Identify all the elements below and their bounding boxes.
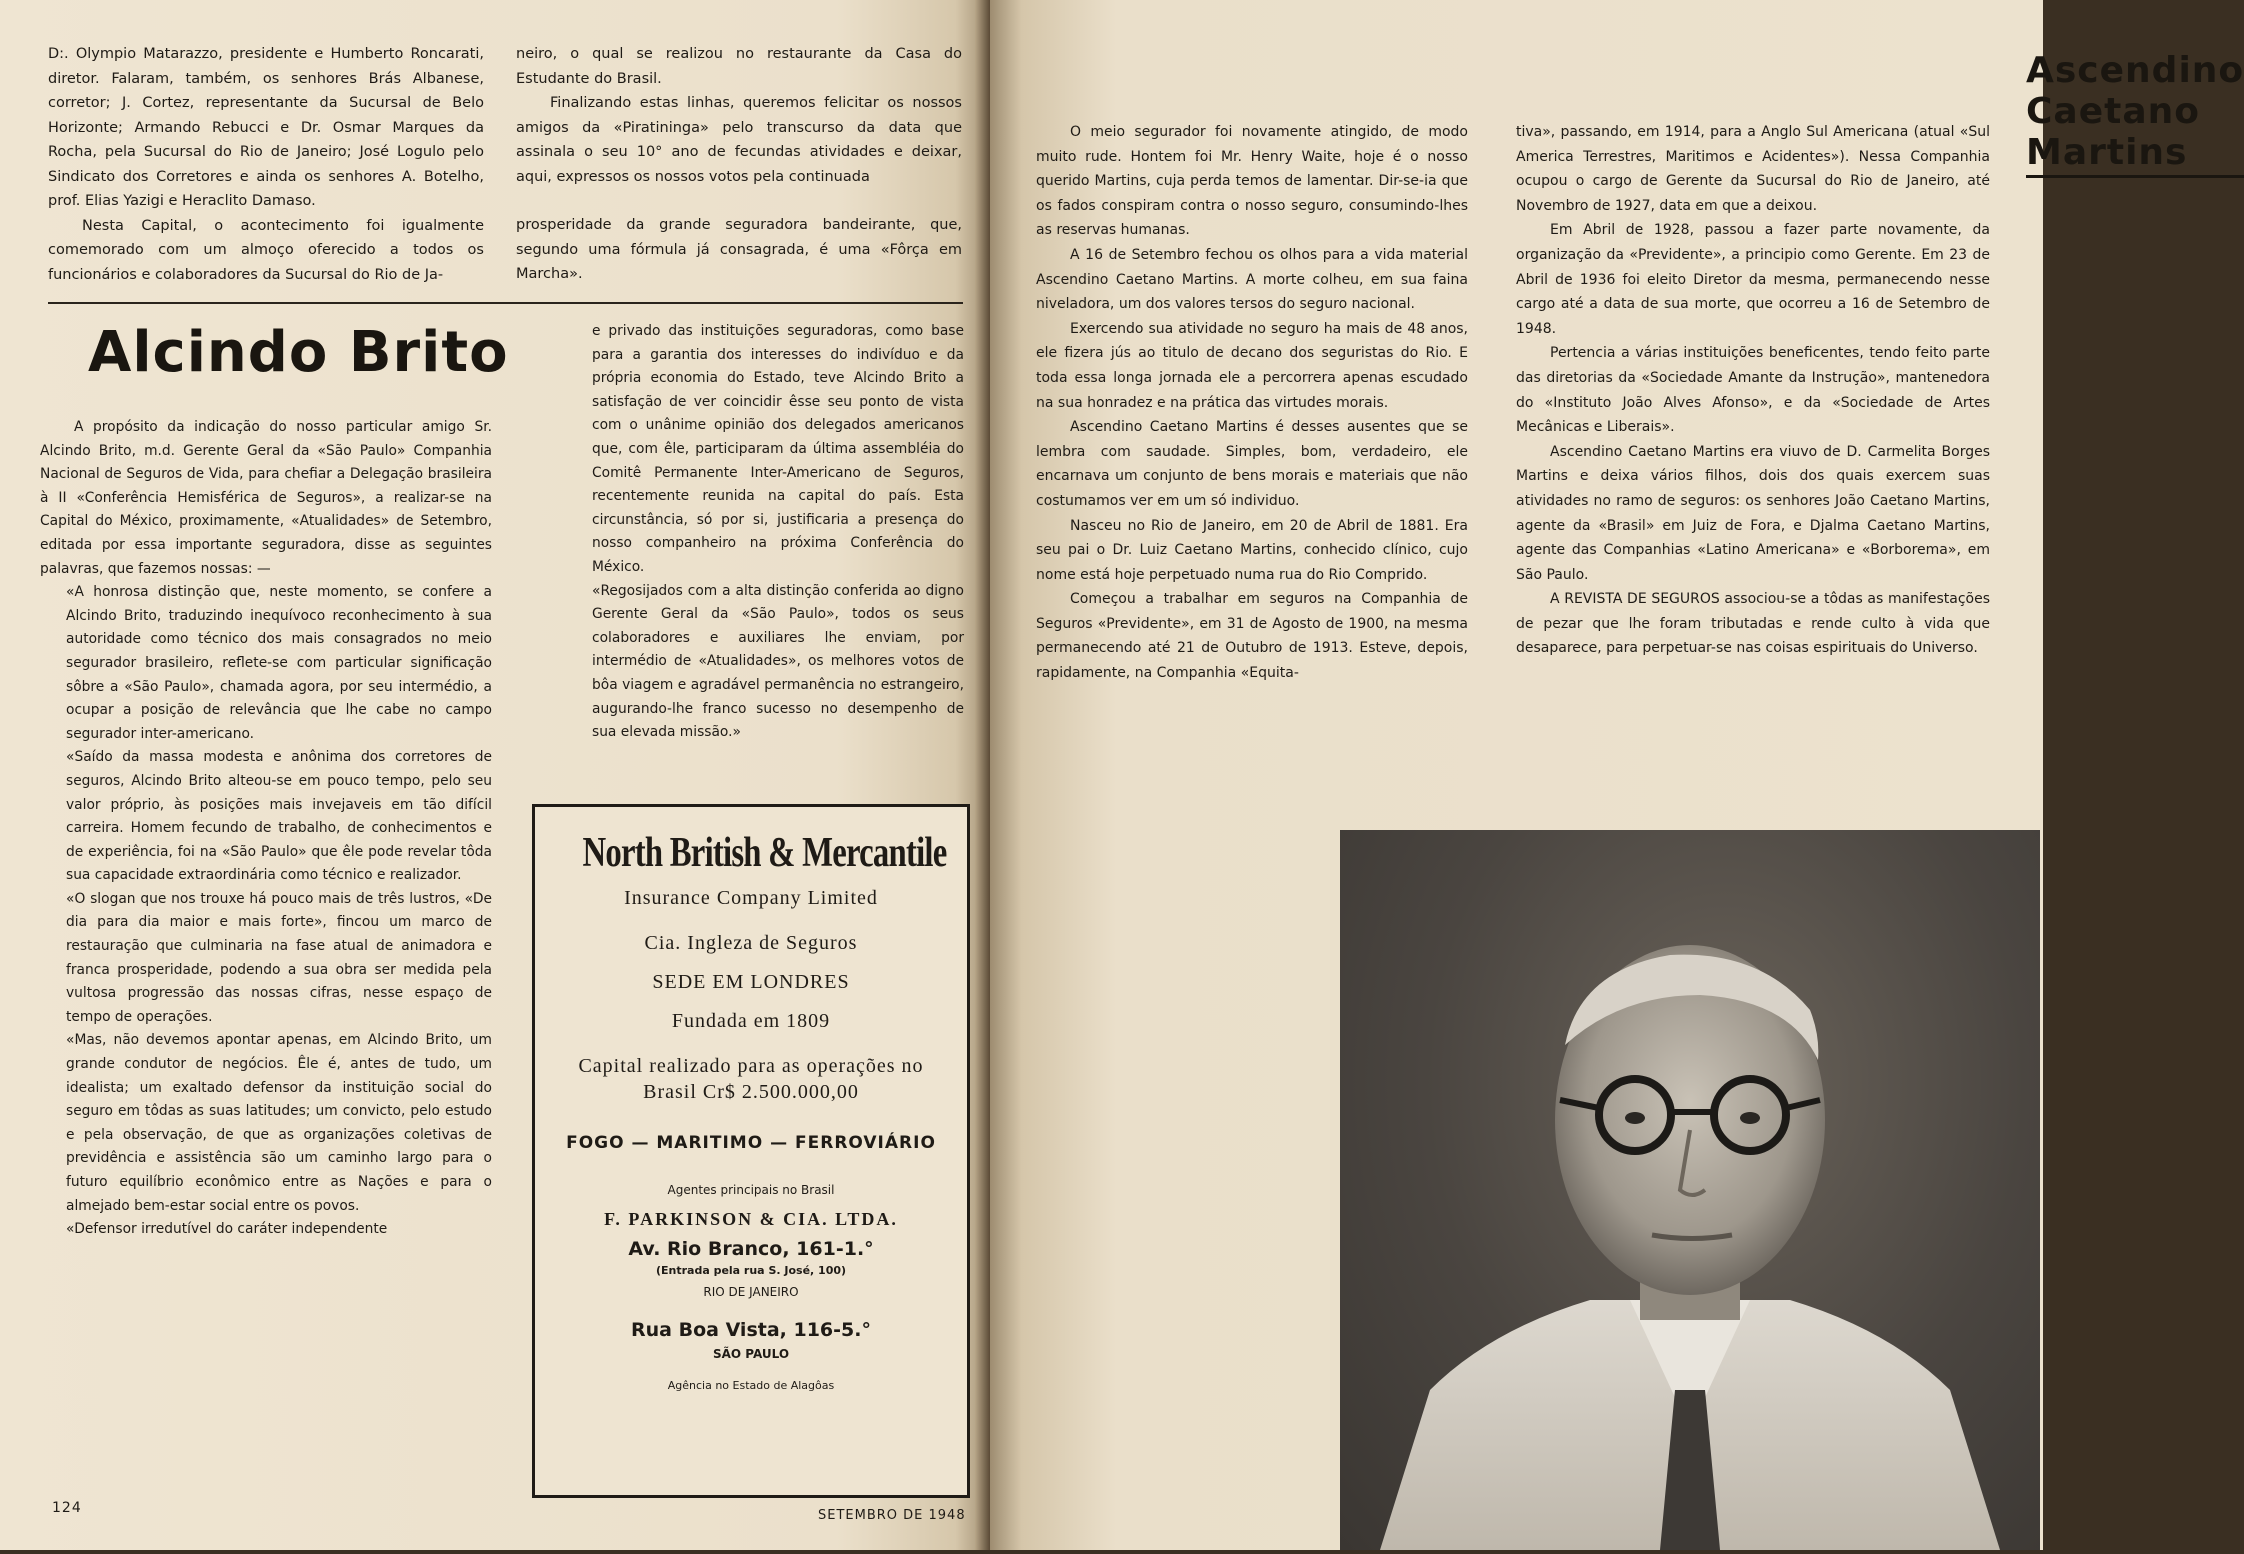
ad-company-name: North British & Mercantile <box>582 830 947 876</box>
paragraph: Começou a trabalhar em seguros na Companhia de Seguros «Previdente», em 31 de Agosto de 1900, na mesma permanecendo até 21 de Outubro de 1913. Esteve, depois, rapidamente, na Companhia «Equita- <box>1036 591 1468 682</box>
paragraph: neiro, o qual se realizou no restaurante da Casa do Estudante do Brasil. <box>516 46 962 87</box>
alcindo-column-1 <box>40 416 492 1242</box>
ascendino-column-1 <box>1036 120 1468 686</box>
paragraph: «O slogan que nos trouxe há pouco mais de três lustros, «De dia para dia maior e mais forte», fincou um marco de restauração que culminaria na fase atual de animadora e franca prosperidade, podendo a sua obra ser medida pela vultosa progressão das nossas cifras, nesse espaço de tempo de operações. <box>66 890 492 1025</box>
ad-line-5: Capital realizado para as operações no Brasil Cr$ 2.500.000,00 <box>578 1055 924 1103</box>
ad-address-1-note: (Entrada pela rua S. José, 100) <box>655 1264 847 1277</box>
ad-line-3: SEDE EM LONDRES <box>652 971 850 993</box>
portrait-photo <box>1340 830 2040 1550</box>
alcindo-column-2 <box>592 320 964 745</box>
ad-agency-note: Agência no Estado de Alagôas <box>667 1379 835 1392</box>
paragraph: «A honrosa distinção que, neste momento, se confere a Alcindo Brito, traduzindo inequívoco reconhecimento à sua autoridade como técnico dos mais consagrados no meio segurador brasileiro, reflete-se com particular significação sôbre a «São Paulo», chamada agora, por seu intermédio, a ocupar a posição de relevância que lhe cabe no campo segurador inter-americano. <box>66 584 492 742</box>
paragraph: «Defensor irredutível do caráter independente <box>66 1221 388 1238</box>
paragraph: A propósito da indicação do nosso particular amigo Sr. Alcindo Brito, m.d. Gerente Geral da «São Paulo» Companhia Nacional de Seguros de Vida, para chefiar a Delegação brasileira à II «Conferência Hemisférica de Seguros», a realizar-se na Capital do México, proximamente, «Atualidades» de Setembro, editada por essa importante seguradora, disse as seguintes palavras, que fazemos nossas: — <box>40 419 492 577</box>
page-number: 124 <box>52 1500 82 1516</box>
paragraph: Exercendo sua atividade no seguro ha mais de 48 anos, ele fizera jús ao titulo de decano dos seguristas do Rio. E toda essa longa jornada ele a percorrera apenas escudado na sua honradez e na prática das virtudes morais. <box>1036 320 1468 411</box>
paragraph: O meio segurador foi novamente atingido, de modo muito rude. Hontem foi Mr. Henry Waite, hoje é o nosso querido Martins, cuja perda temos de lamentar. Dir-se-ia que os fados conspiram contra o nosso seguro, consumindo-lhes as reservas humanas. <box>1036 124 1468 239</box>
paragraph: «Mas, não devemos apontar apenas, em Alcindo Brito, um grande condutor de negócios. Êle é, antes de tudo, um idealista; um exaltado defensor da instituição social do seguro em tôdas as suas latitudes; um convicto, pelo estudo e pela observação, de que as organizações coletivas de previdência e assistência são um caminho largo para o futuro equilíbrio econômico entre as Nações e para o almejado bem-estar social entre os povos. <box>66 1032 492 1214</box>
paragraph: Finalizando estas linhas, queremos felicitar os nossos amigos da «Piratininga» pelo transcurso da data que assinala o seu 10° ano de fecundas atividades e deixar, aqui, expressos os nossos votos pela continuada <box>516 95 962 185</box>
paragraph: Ascendino Caetano Martins é desses ausentes que se lembra com saudade. Simples, bom, verdadeiro, ele encarnava um conjunto de bens morais e materiais que não costumamos ver em um só individuo. <box>1036 419 1468 509</box>
headline-ascendino-caetano-martins: Ascendino Caetano Martins <box>2026 50 2244 178</box>
ad-city-1: RIO DE JANEIRO <box>703 1285 799 1299</box>
ad-agent-name: F. PARKINSON & CIA. LTDA. <box>604 1209 898 1229</box>
north-british-advertisement <box>532 804 970 1498</box>
paragraph: Em Abril de 1928, passou a fazer parte novamente, da organização da «Previdente», a principio como Gerente. Em 23 de Abril de 1936 foi eleito Diretor da mesma, permanecendo nesse cargo até a data de sua morte, que ocorreu a 16 de Setembro de 1948. <box>1516 222 1990 337</box>
portrait-illustration <box>1340 830 2040 1550</box>
paragraph: tiva», passando, em 1914, para a Anglo Sul Americana (atual «Sul America Terrestres, Maritimos e Acidentes»). Nessa Companhia ocupou o cargo de Gerente da Sucursal do Rio de Janeiro, até Novembro de 1927, data em que a deixou. <box>1516 124 1990 214</box>
paragraph: «Regosijados com a alta distinção conferida ao digno Gerente Geral da «São Paulo», todos os seus colaboradores e auxiliares lhe enviam, por intermédio de «Atualidades», os melhores votos de bôa viagem e agradável permanência no estrangeiro, augurando-lhe franco sucesso no desempenho de sua elevada missão.» <box>592 582 964 741</box>
ad-city-2: SÃO PAULO <box>712 1347 790 1361</box>
paragraph: prosperidade da grande seguradora bandeirante, que, segundo uma fórmula já consagrada, é uma «Fôrça em Marcha». <box>516 217 962 282</box>
paragraph: D:. Olympio Matarazzo, presidente e Humberto Roncarati, diretor. Falaram, também, os senhores Brás Albanese, corretor; J. Cortez, representante da Sucursal de Belo Horizonte; Armando Rebucci e Dr. Osmar Marques da Rocha, pela Sucursal do Rio de Janeiro; José Logulo pelo Sindicato dos Corretores e ainda os senhores A. Botelho, prof. Elias Yazigi e Heraclito Damaso. <box>48 46 484 209</box>
footer-date: SETEMBRO DE 1948 <box>818 1508 966 1523</box>
headline-alcindo-brito: Alcindo Brito <box>88 320 509 385</box>
ascendino-column-2 <box>1516 120 1990 661</box>
paragraph: A 16 de Setembro fechou os olhos para a vida material Ascendino Caetano Martins. A morte colheu, em sua faina niveladora, um dos valores tersos do seguro nacional. <box>1036 246 1468 313</box>
top-column-1 <box>48 42 484 287</box>
paragraph: Nesta Capital, o acontecimento foi igualmente comemorado com um almoço oferecido a todos os funcionários e colaboradores da Sucursal do Rio de Ja- <box>48 217 484 283</box>
paragraph: «Saído da massa modesta e anônima dos corretores de seguros, Alcindo Brito alteou-se em pouco tempo, pelo seu valor próprio, às posições mais invejaveis em tão difícil carreira. Homem fecundo de trabalho, de conhecimentos e de experiência, foi na «São Paulo» que êle pode revelar tôda sua capacidade extraordinária como técnico e realizador. <box>66 749 492 884</box>
ad-line-2: Cia. Ingleza de Seguros <box>644 932 858 954</box>
paragraph: e privado das instituições seguradoras, como base para a garantia dos interesses do indivíduo e da própria economia do Estado, teve Alcindo Brito a satisfação de ver coincidir êsse seu ponto de vista com o unânime opinião dos delegados americanos que, com êle, participaram da última assembléia do Comitê Permanente Inter-Americano de Seguros, recentemente reunida na capital do país. Esta circunstância, só por si, justificaria a presença do nosso companheiro na próxima Conferência do México. <box>592 323 964 575</box>
paragraph: A REVISTA DE SEGUROS associou-se a tôdas as manifestações de pezar que lhe foram tributadas e rende culto à vida que desaparece, para perpetuar-se nas coisas espirituais do Universo. <box>1516 591 1990 657</box>
paragraph: Ascendino Caetano Martins era viuvo de D. Carmelita Borges Martins e deixa vários filhos, dois dos quais exercem suas atividades no ramo de seguros: os senhores João Caetano Martins, agente da «Brasil» em Juiz de Fora, e Djalma Caetano Martins, agente das Companhias «Latino Americana» e «Borborema», em São Paulo. <box>1516 443 1990 583</box>
paragraph: Pertencia a várias instituições beneficentes, tendo feito parte das diretorias da «Sociedade Amante da Instrução», mantenedora do «Instituto João Alves Afonso», e da «Sociedade de Artes Mecânicas e Liberais». <box>1516 345 1990 436</box>
top-column-2 <box>516 42 962 287</box>
ad-line-1: Insurance Company Limited <box>624 887 878 909</box>
section-divider <box>48 302 963 304</box>
ad-lines-of-business: FOGO — MARITIMO — FERROVIÁRIO <box>566 1133 936 1153</box>
ad-address-1: Av. Rio Branco, 161-1.° <box>628 1238 874 1260</box>
paragraph: Nasceu no Rio de Janeiro, em 20 de Abril de 1881. Era seu pai o Dr. Luiz Caetano Martins, conhecido clínico, cujo nome está hoje perpetuado numa rua do Rio Comprido. <box>1036 517 1468 583</box>
ad-address-2: Rua Boa Vista, 116-5.° <box>631 1319 871 1341</box>
ad-agents-label: Agentes principais no Brasil <box>667 1183 835 1197</box>
ad-line-4: Fundada em 1809 <box>671 1010 831 1032</box>
left-page <box>0 0 985 1550</box>
